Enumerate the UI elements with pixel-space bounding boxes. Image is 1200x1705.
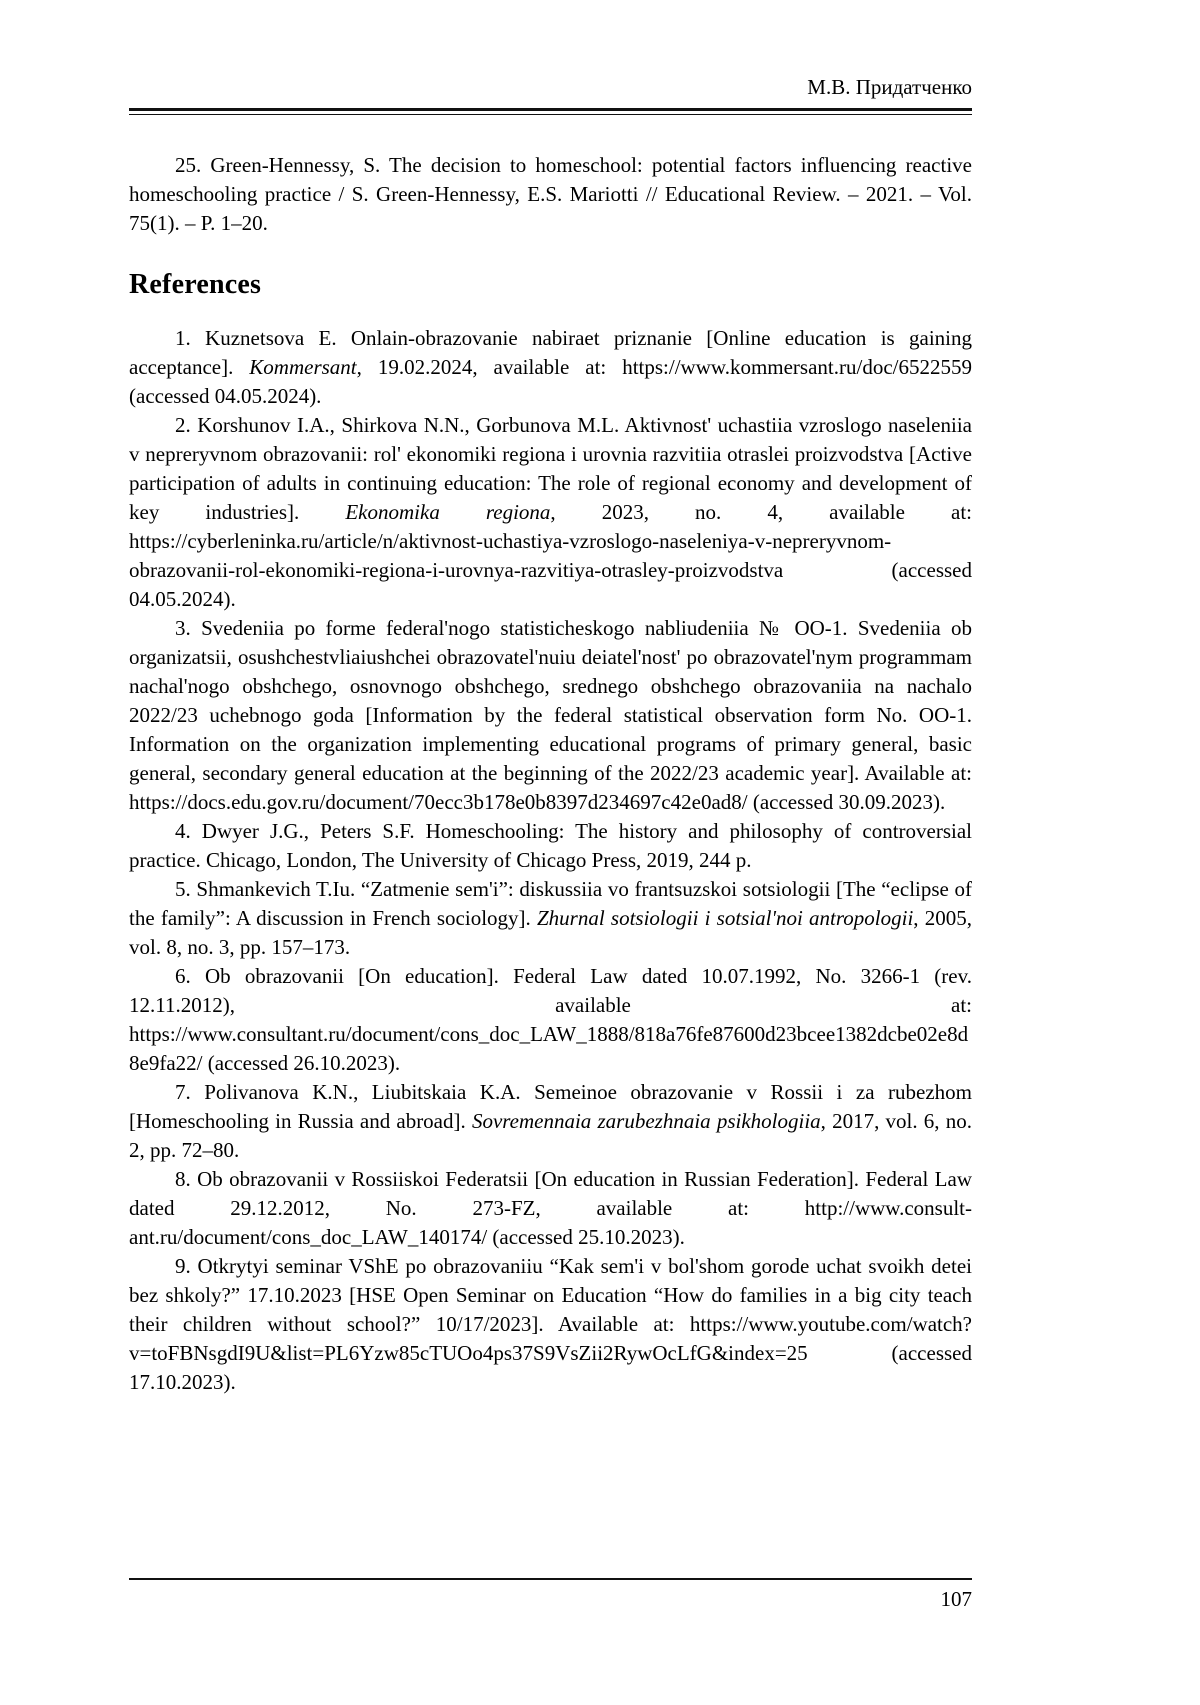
footer-rule: [129, 1578, 972, 1580]
reference-text-segment: , 2023, no. 4, available at: https://cyberleninka.ru/article/n/aktivnost-uchastiya-vzroslogo-naseleniya-v-nepreryvnom-obrazovanii-rol-ekonomiki-regiona-i-urovnya-razvitiya-otrasley-proizvodstva (accessed 04.05.2024).: [129, 500, 972, 611]
reference-item-1: [129, 324, 972, 411]
page-number: 107: [940, 1587, 972, 1611]
reference-text-segment: , 2005, vol. 8, no. 3, pp. 157–173.: [129, 906, 972, 959]
journal-title-italic: Zhurnal sotsiologii i sotsial'noi antropologii: [537, 906, 914, 930]
reference-item-9: 9. Otkrytyi seminar VShE po obrazovaniiu “Kak sem'i v bol'shom gorode uchat svoikh detei bez shkoly?” 17.10.2023 [HSE Open Seminar on Education “How do families in a big city teach their children without school?” 10/17/2023]. Available at: https://www.youtube.com/watch?v=toFBNsgdI9U&list=PL6Yzw85cTUOo4ps37S9VsZii2RywOcLfG&index=25 (accessed 17.10.2023).: [129, 1254, 972, 1394]
reference-item-6: 6. Ob obrazovanii [On education]. Federal Law dated 10.07.1992, No. 3266-1 (rev. 12.11.2012), available at: https://www.consultant.ru/document/cons_doc_LAW_1888/818a76fe87600d23bcee1382dcbe02e8d8e9fa22/ (accessed 26.10.2023).: [129, 964, 972, 1075]
reference-item-2: [129, 411, 972, 614]
reference-text-segment: 5. Shmankevich T.Iu. “Zatmenie sem'i”: diskussiia vo frantsuzskoi sotsiologii [The “eclipse of the family”: A discussion in French sociology].: [129, 877, 972, 930]
journal-title-italic: Kommersant: [249, 355, 357, 379]
reference-text-segment: 2. Korshunov I.A., Shirkova N.N., Gorbunova M.L. Aktivnost' uchastiia vzroslogo naseleniia v nepreryvnom obrazovanii: rol' ekonomiki regiona i urovnia razvitiia otraslei proizvodstva [Active participation of adults in continuing education: The role of regional economy and development of key industries].: [129, 413, 972, 524]
reference-item-3: 3. Svedeniia po forme federal'nogo statisticheskogo nabliudeniia № ОО-1. Svedeniia ob organizatsii, osushchestvliaiushchei obrazovatel'nuiu deiatel'nost' po obrazovatel'nym programmam nachal'nogo obshchego, osnovnogo obshchego, srednego obshchego obrazovaniia na nachalo 2022/23 uchebnogo goda [Information by the federal statistical observation form No. OO-1. Information on the organization implementing educational programs of primary general, basic general, secondary general education at the beginning of the 2022/23 academic year]. Available at: https://docs.edu.gov.ru/document/70ecc3b178e0b8397d234697c42e0ad8/ (accessed 30.09.2023).: [129, 616, 972, 814]
page-footer: [129, 1578, 972, 1612]
reference-item-5: [129, 875, 972, 962]
reference-item-7: [129, 1078, 972, 1165]
reference-text-segment: , 2017, vol. 6, no. 2, pp. 72–80.: [129, 1109, 972, 1162]
running-head-author: М.В. Придатченко: [807, 75, 972, 99]
reference-text-segment: 7. Polivanova K.N., Liubitskaia K.A. Semeinoe obrazovanie v Rossii i za rubezhom [Homeschooling in Russia and abroad].: [129, 1080, 972, 1133]
page-header: [129, 0, 972, 115]
reference-item-8: 8. Ob obrazovanii v Rossiiskoi Federatsii [On education in Russian Federation]. Federal Law dated 29.12.2012, No. 273-FZ, available at: http://www.consultant.ru/document/cons_doc_LAW_140174/ (accessed 25.10.2023).: [129, 1167, 972, 1249]
reference-text-segment: 1. Kuznetsova E. Onlain-obrazovanie nabiraet priznanie [Online education is gaining acceptance].: [129, 326, 972, 379]
page-content: [129, 0, 972, 1397]
reference-item-4: 4. Dwyer J.G., Peters S.F. Homeschooling: The history and philosophy of controversial practice. Chicago, London, The University of Chicago Press, 2019, 244 p.: [129, 819, 972, 872]
reference-text-segment: , 19.02.2024, available at: https://www.kommersant.ru/doc/6522559 (accessed 04.05.2024).: [129, 355, 972, 408]
page-body: [129, 151, 972, 1397]
references-heading: References: [129, 269, 262, 300]
reference-item-25: 25. Green-Hennessy, S. The decision to homeschool: potential factors influencing reactive homeschooling practice / S. Green-Hennessy, E.S. Mariotti // Educational Review. – 2021. – Vol. 75(1). – P. 1–20.: [129, 153, 972, 235]
header-rule: [129, 108, 972, 115]
journal-title-italic: Sovremennaia zarubezhnaia psikhologiia: [471, 1109, 821, 1133]
journal-title-italic: Ekonomika regiona: [345, 500, 551, 524]
